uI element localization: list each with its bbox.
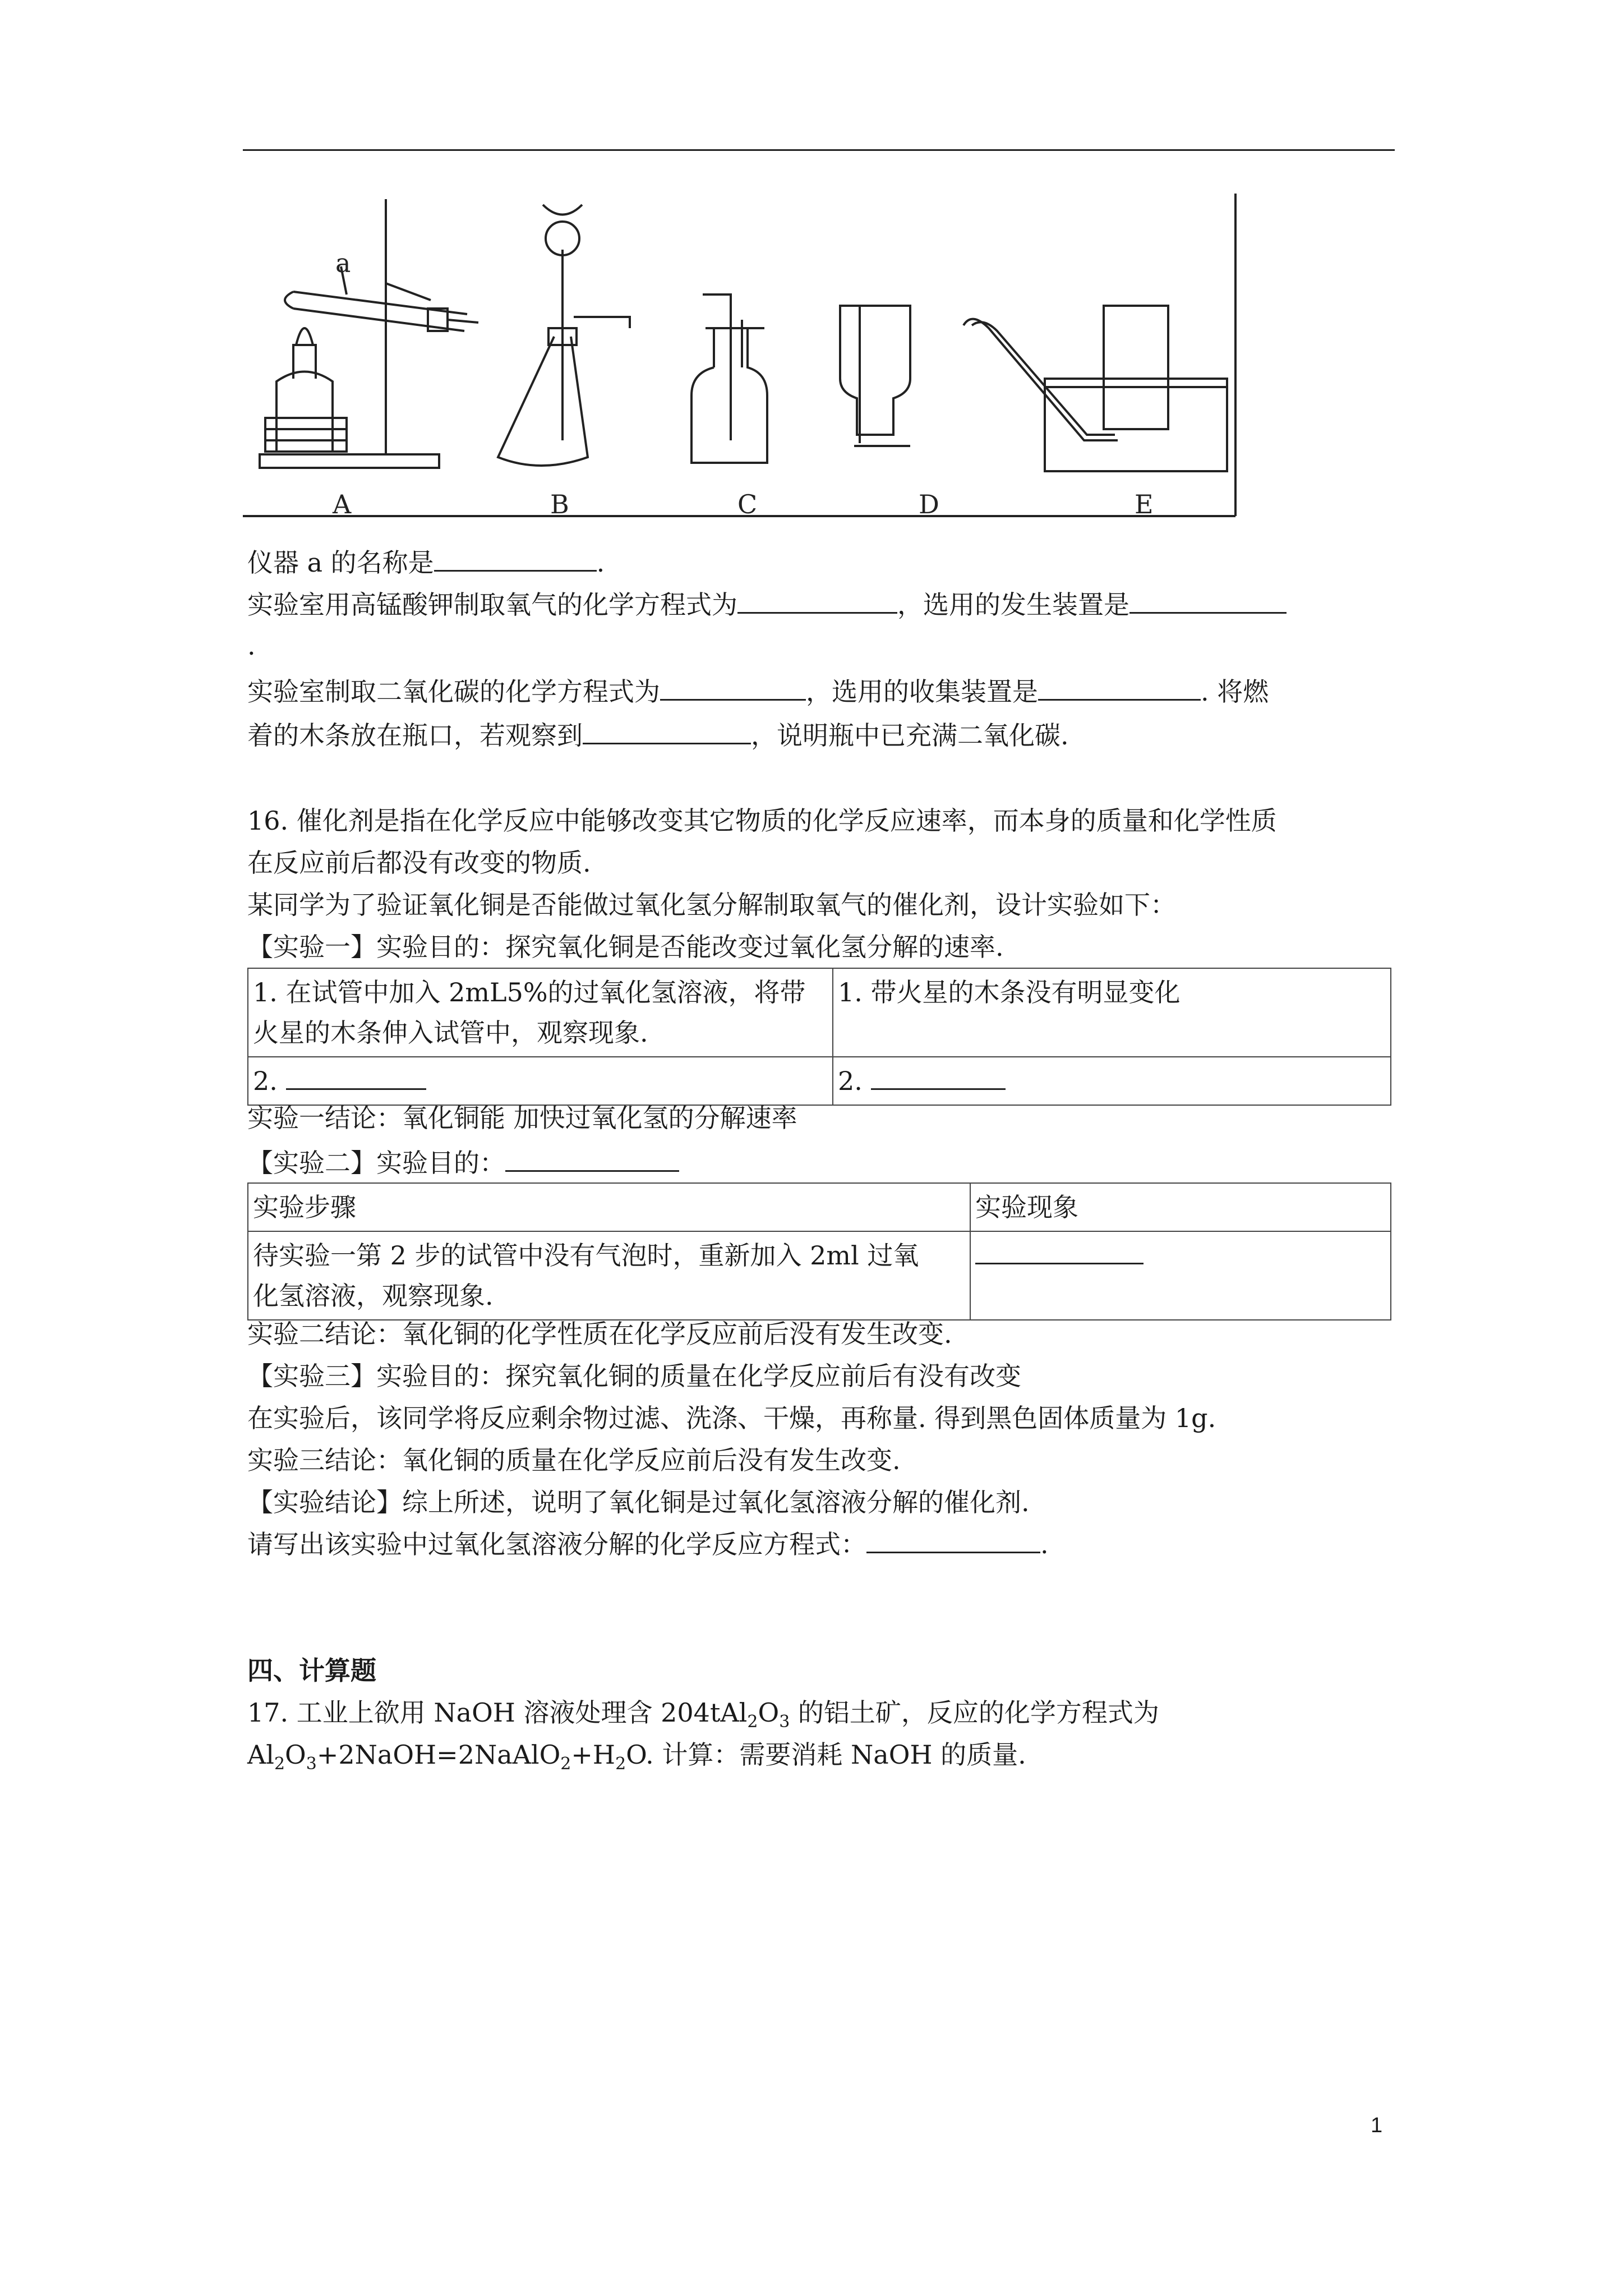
table-cell: 1. 在试管中加入 2mL5%的过氧化氢溶液，将带 火星的木条伸入试管中，观察现象. [248,968,833,1057]
answer-blank[interactable] [1038,674,1201,701]
q15-line-5: 着的木条放在瓶口，若观察到 ，说明瓶中已充满二氧化碳. [247,717,1069,754]
page-number: 1 [1371,2114,1383,2137]
answer-blank[interactable] [871,1064,1006,1090]
table-row [248,1183,1391,1231]
header-rule [243,149,1395,151]
instrument-a-label: a [335,248,351,278]
exp3-body: 在实验后，该同学将反应剩余物过滤、洗涤、干燥，再称量. 得到黑色固体质量为 1g. [247,1403,1216,1433]
q16-para-1: 16. 催化剂是指在化学反应中能够改变其它物质的化学反应速率，而本身的质量和化学性质 [247,806,1277,836]
answer-blank[interactable] [583,718,751,744]
table-row [248,968,1391,1057]
answer-blank[interactable] [737,587,897,614]
table-cell: 2. [248,1057,833,1105]
apparatus-e [963,306,1227,471]
q17-line-1: 17. 工业上欲用 NaOH 溶液处理含 $204tAl_2O_3$ 的铝土矿，反应的化学方程式为 [247,1697,1159,1732]
answer-blank[interactable] [660,674,806,701]
q15-line-2: 实验室用高锰酸钾制取氧气的化学方程式为 ，选用的发生装置是 [247,586,1287,623]
table-row [248,1057,1391,1105]
final-conclusion: 【实验结论】综上所述，说明了氧化铜是过氧化氢溶液分解的催化剂. [247,1487,1030,1517]
apparatus-c [691,295,767,463]
answer-blank[interactable] [434,545,597,572]
answer-blank[interactable] [1129,587,1287,614]
answer-blank[interactable] [286,1064,426,1090]
table-cell [970,1231,1391,1320]
exp2-table [247,1182,1391,1320]
table-header: 实验步骤 [248,1183,970,1231]
exp1-conclusion: 实验一结论：氧化铜能 加快过氧化氢的分解速率 [247,1103,797,1133]
table-cell: 2. [833,1057,1391,1105]
apparatus-b [498,205,630,466]
label-B: B [550,489,569,519]
section-title: 四、计算题 [247,1655,376,1686]
table-row [248,1231,1391,1320]
answer-blank[interactable] [866,1527,1040,1553]
equation-prompt: 请写出该实验中过氧化氢溶液分解的化学反应方程式： . [247,1526,1049,1563]
apparatus-d [840,306,910,446]
exp1-heading: 【实验一】实验目的：探究氧化铜是否能改变过氧化氢分解的速率. [247,932,1004,962]
table-cell: 1. 带火星的木条没有明显变化 [833,968,1391,1057]
q16-para-2: 在反应前后都没有改变的物质. [247,848,591,878]
q15-line-1: 仪器 a 的名称是 . [247,544,605,581]
exp3-heading: 【实验三】实验目的：探究氧化铜的质量在化学反应前后有没有改变 [247,1361,1021,1391]
apparatus-a [260,199,478,468]
exp2-heading: 【实验二】实验目的： [247,1144,679,1181]
q16-para-3: 某同学为了验证氧化铜是否能做过氧化氢分解制取氧气的催化剂，设计实验如下： [247,890,1176,920]
q15-line-4: 实验室制取二氧化碳的化学方程式为 ，选用的收集装置是 . 将燃 [247,673,1269,710]
label-E: E [1135,489,1154,519]
q15-line-3: . [247,631,256,661]
exp3-conclusion: 实验三结论：氧化铜的质量在化学反应前后没有发生改变. [247,1445,901,1475]
q17-line-2: $Al_2O_3+2NaOH=2NaAlO_2+H_2O$. 计算：需要消耗 NaOH 的质量. [247,1740,1026,1774]
exp1-table [247,968,1391,1106]
label-D: D [919,489,939,519]
table-cell: 待实验一第 2 步的试管中没有气泡时，重新加入 2ml 过氧 化氢溶液，观察现象. [248,1231,970,1320]
label-C: C [737,489,758,519]
answer-blank[interactable] [975,1238,1144,1264]
exp2-conclusion: 实验二结论：氧化铜的化学性质在化学反应前后没有发生改变. [247,1319,952,1349]
label-A: A [333,489,352,519]
table-header: 实验现象 [970,1183,1391,1231]
answer-blank[interactable] [505,1145,679,1172]
apparatus-figure [243,194,1241,522]
